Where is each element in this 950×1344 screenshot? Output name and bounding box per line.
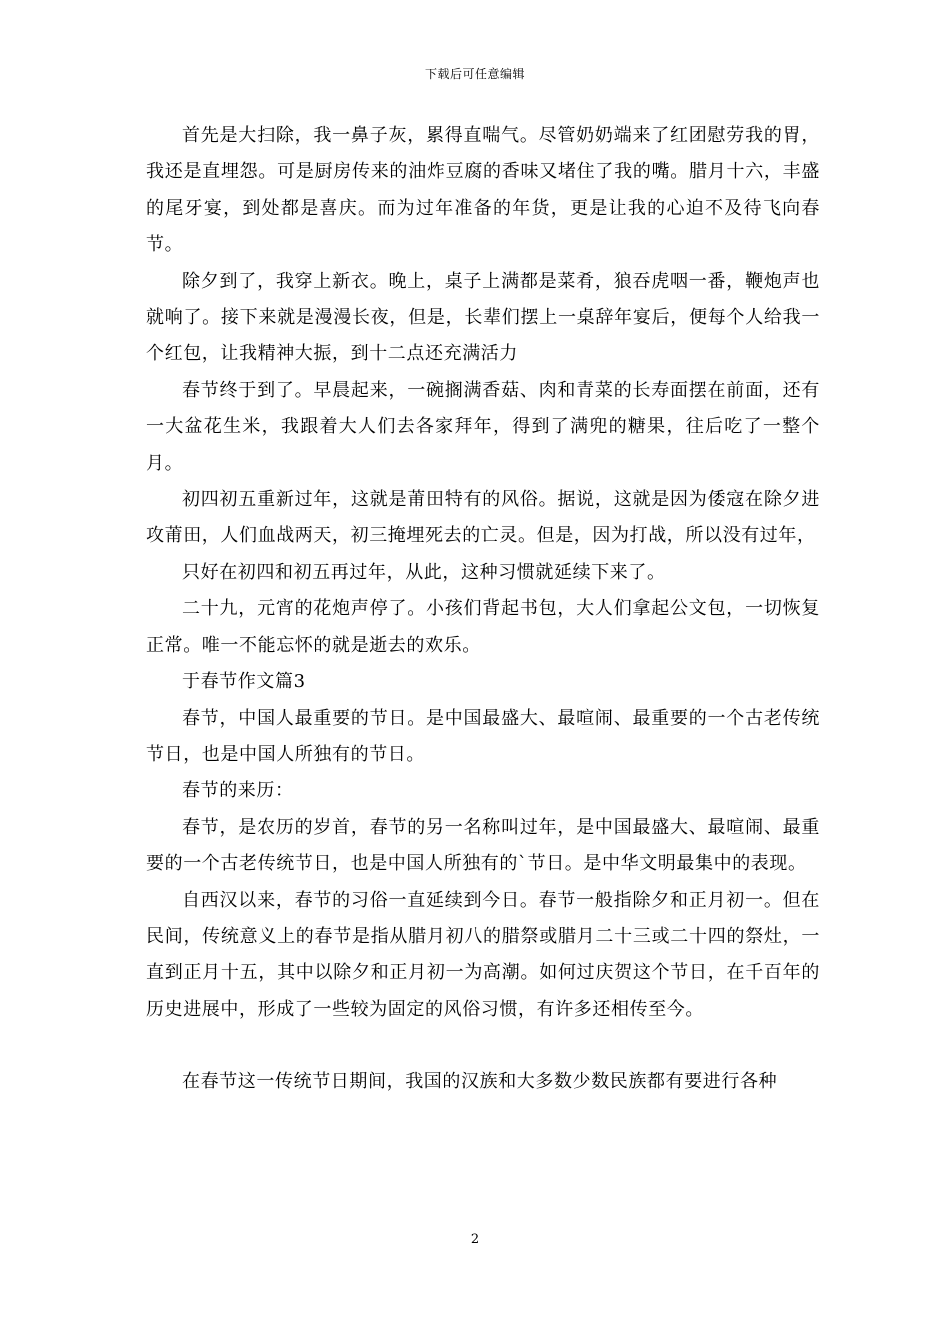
paragraph: 春节，中国人最重要的节日。是中国最盛大、最喧闹、最重要的一个古老传统节日，也是中国人所独有的节日。	[146, 707, 820, 765]
paragraph: 春节，是农历的岁首，春节的另一名称叫过年，是中国最盛大、最喧闹、最重要的一个古老传统节日，也是中国人所独有的`节日。是中华文明最集中的表现。	[146, 816, 820, 875]
subheading: 春节的来历：	[182, 780, 294, 802]
paragraph: 春节终于到了。早晨起来，一碗搁满香菇、肉和青菜的长寿面摆在前面，还有一大盆花生米，我跟着大人们去各家拜年，得到了满兜的糖果，往后吃了一整个月。	[146, 379, 820, 474]
document-body	[146, 118, 820, 1101]
paragraph: 二十九，元宵的花炮声停了。小孩们背起书包，大人们拿起公文包，一切恢复正常。唯一不能忘怀的就是逝去的欢乐。	[146, 598, 820, 656]
paragraph: 在春节这一传统节日期间，我国的汉族和大多数少数民族都有要进行各种	[182, 1071, 778, 1093]
section-heading: 于春节作文篇3	[182, 671, 306, 693]
paragraph: 只好在初四和初五再过年，从此，这种习惯就延续下来了。	[182, 561, 666, 583]
paragraph: 首先是大扫除，我一鼻子灰，累得直喘气。尽管奶奶端来了红团慰劳我的胃，我还是直埋怨。可是厨房传来的油炸豆腐的香味又堵住了我的嘴。腊月十六，丰盛的尾牙宴，到处都是喜庆。而为过年准备的年货，更是让我的心迫不及待飞向春节。	[146, 125, 820, 256]
page-header: 下载后可任意编辑	[424, 67, 525, 81]
page-number: 2	[470, 1232, 480, 1247]
paragraph: 除夕到了，我穿上新衣。晚上，桌子上满都是菜肴，狼吞虎咽一番，鞭炮声也就响了。接下来就是漫漫长夜，但是，长辈们摆上一桌辞年宴后，便每个人给我一个红包，让我精神大振，到十二点还充满活力	[146, 270, 820, 365]
paragraph: 初四初五重新过年，这就是莆田特有的风俗。据说，这就是因为倭寇在除夕进攻莆田，人们血战两天，初三掩埋死去的亡灵。但是，因为打战，所以没有过年，	[146, 489, 820, 547]
paragraph: 自西汉以来，春节的习俗一直延续到今日。春节一般指除夕和正月初一。但在民间，传统意义上的春节是指从腊月初八的腊祭或腊月二十三或二十四的祭灶，一直到正月十五，其中以除夕和正月初一为高潮。如何过庆贺这个节日，在千百年的历史进展中，形成了一些较为固定的风俗习惯，有许多还相传至今。	[146, 889, 820, 1020]
